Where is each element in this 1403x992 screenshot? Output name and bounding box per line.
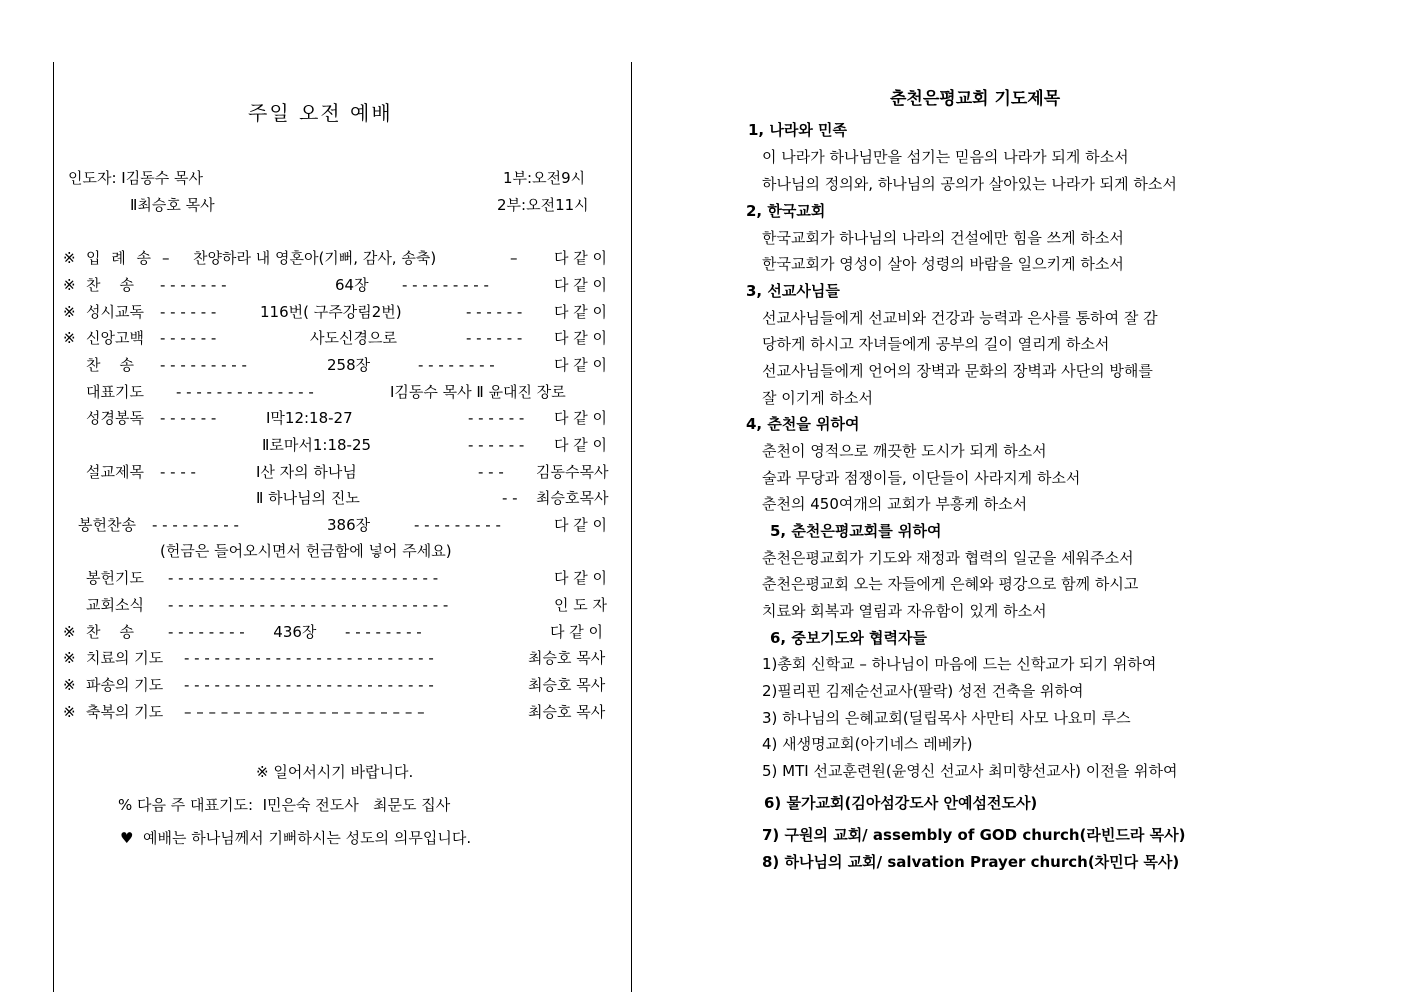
stand-mark: ※ — [63, 329, 76, 347]
order-who: Ⅰ김동수 목사 Ⅱ 윤대진 장로 — [390, 383, 566, 401]
order-dashes: - - - - - - — [160, 409, 217, 427]
order-dashes: - - - - - - — [160, 303, 217, 321]
order-row — [0, 331, 1403, 351]
order-who: 김동수목사 — [536, 463, 609, 481]
order-name: 봉헌기도 — [86, 569, 144, 587]
order-dashes: - - - - - - — [468, 409, 525, 427]
order-item: 64장 — [335, 276, 369, 294]
order-row — [0, 278, 1403, 298]
prayer-line: 3) 하나님의 은혜교회(딜립목사 사만티 사모 나요미 루스 — [762, 709, 1131, 727]
order-row — [0, 465, 1403, 485]
order-who: 인 도 자 — [554, 596, 608, 614]
order-name: 봉헌찬송 — [78, 516, 136, 534]
stand-mark: ※ — [63, 249, 76, 267]
order-row — [0, 625, 1403, 645]
order-name: 파송의 기도 — [86, 676, 164, 694]
prayer-line: 이 나라가 하나님만을 섬기는 믿음의 나라가 되게 하소서 — [762, 148, 1129, 166]
prayer-line: 치료와 회복과 열림과 자유함이 있게 하소서 — [762, 602, 1047, 620]
prayer-line: 4) 새생명교회(아기네스 레베카) — [762, 735, 973, 753]
order-row — [0, 491, 1403, 511]
order-name: 대표기도 — [86, 383, 144, 401]
order-who: 다 같 이 — [554, 303, 608, 321]
order-item: Ⅰ막12:18-27 — [266, 409, 353, 427]
order-dashes: - - - - - - - — [160, 276, 227, 294]
order-dashes: - - - - - - — [468, 436, 525, 454]
order-row — [0, 651, 1403, 671]
order-row — [0, 251, 1403, 271]
order-item: 386장 — [327, 516, 371, 534]
order-row — [0, 411, 1403, 431]
section-heading: 3, 선교사님들 — [746, 282, 840, 300]
order-dashes: - - - - - - - - - - - - - - - - - - - - - - - - - - - - — [168, 596, 449, 614]
order-dashes: - - - - - - — [160, 329, 217, 347]
order-dashes: - - - - - - — [466, 329, 523, 347]
order-row — [0, 358, 1403, 378]
order-row — [0, 598, 1403, 618]
prayer-line: 잘 이기게 하소서 — [762, 389, 873, 407]
order-who: 다 같 이 — [554, 436, 608, 454]
prayer-line: 선교사님들에게 선교비와 건강과 능력과 은사를 통하여 잘 감 — [762, 309, 1158, 327]
stand-mark: ※ — [63, 649, 76, 667]
order-item: 찬양하라 내 영혼아(기뻐, 감사, 송축) — [193, 249, 437, 267]
order-dashes: - - - - — [160, 463, 196, 481]
order-dashes: - - - - - - — [466, 303, 523, 321]
partner-line: 8) 하나님의 교회/ salvation Prayer church(차민다 목사) — [762, 853, 1180, 871]
leader-2: Ⅱ최승호 목사 — [130, 196, 215, 214]
prayer-line: 술과 무당과 점쟁이들, 이단들이 사라지게 하소서 — [762, 469, 1081, 487]
order-dashes: - - - - - - - - — [418, 356, 495, 374]
order-name: 설교제목 — [86, 463, 144, 481]
order-row — [0, 705, 1403, 725]
order-who: 최승호 목사 — [528, 703, 606, 721]
order-who: 다 같 이 — [554, 329, 608, 347]
order-dashes: - - - - - - - - - — [152, 516, 239, 534]
next-week-prayer: % 다음 주 대표기도: Ⅰ민은숙 전도사 최문도 집사 — [118, 796, 451, 814]
stand-mark: ※ — [63, 623, 76, 641]
order-dashes: - - - - - - - - - - - - - - — [176, 383, 314, 401]
order-who: 다 같 이 — [554, 356, 608, 374]
order-name: 축복의 기도 — [86, 703, 164, 721]
order-who: 다 같 이 — [554, 276, 608, 294]
worship-title: 주일 오전 예배 — [248, 101, 393, 125]
order-dashes: – — [510, 249, 518, 267]
order-item: Ⅱ로마서1:18-25 — [262, 436, 372, 454]
order-name: 찬 송 — [86, 276, 135, 294]
order-row — [0, 438, 1403, 458]
stand-note: ※ 일어서시기 바랍니다. — [256, 763, 414, 781]
order-who: 다 같 이 — [554, 569, 608, 587]
order-dashes: – — [162, 249, 170, 267]
order-dashes: - - - - - - - - 436장 - - - - - - - - — [168, 623, 422, 641]
prayer-line: 당하게 하시고 자녀들에게 공부의 길이 열리게 하소서 — [762, 335, 1110, 353]
service-time-1: 1부:오전9시 — [503, 169, 586, 187]
prayer-line: 춘천의 450여개의 교회가 부흥케 하소서 — [762, 495, 1028, 513]
order-row — [0, 518, 1403, 538]
order-dashes: - - - - - - - - - - - - - - - - - - - - - - - - - — [184, 676, 434, 694]
order-name: 입 례 송 — [86, 249, 155, 267]
prayer-line: 1)총회 신학교 – 하나님이 마음에 드는 신학교가 되기 위하여 — [762, 655, 1157, 673]
order-who: 다 같 이 — [554, 249, 608, 267]
offering-note: (헌금은 들어오시면서 헌금함에 넣어 주세요) — [160, 542, 452, 560]
order-who: 최승호 목사 — [528, 649, 606, 667]
order-who: 다 같 이 — [550, 623, 604, 641]
order-name: 찬 송 — [86, 623, 135, 641]
stand-mark: ※ — [63, 276, 76, 294]
section-heading: 4, 춘천을 위하여 — [746, 415, 860, 433]
order-row — [0, 571, 1403, 591]
service-time-2: 2부:오전11시 — [497, 196, 589, 214]
stand-mark: ※ — [63, 303, 76, 321]
order-who: 다 같 이 — [554, 409, 608, 427]
prayer-line: 5) MTI 선교훈련원(윤영신 선교사 최미향선교사) 이전을 위하여 — [762, 762, 1178, 780]
order-item: 258장 — [327, 356, 371, 374]
order-dashes: - - - - - - - - - - - - - - - - - - - - - - - - - - - — [168, 569, 439, 587]
stand-mark: ※ — [63, 676, 76, 694]
order-name: 신앙고백 — [86, 329, 144, 347]
prayer-line: 한국교회가 영성이 살아 성령의 바람을 일으키게 하소서 — [762, 255, 1124, 273]
order-dashes: – – – – – – – – – – – – – – – – – – – – — [184, 703, 425, 721]
section-heading: 6, 중보기도와 협력자들 — [770, 629, 927, 647]
order-name: 치료의 기도 — [86, 649, 164, 667]
order-name: 성시교독 — [86, 303, 144, 321]
order-row — [0, 385, 1403, 405]
prayer-line: 춘천이 영적으로 깨끗한 도시가 되게 하소서 — [762, 442, 1047, 460]
prayer-line: 춘천은평교회가 기도와 재정과 협력의 일군을 세워주소서 — [762, 549, 1134, 567]
order-dashes: - - - - - - - - - — [402, 276, 489, 294]
partner-line: 6) 물가교회(김아섬강도사 안예섬전도사) — [764, 794, 1038, 812]
prayer-line: 선교사님들에게 언어의 장벽과 문화의 장벽과 사단의 방해를 — [762, 362, 1153, 380]
order-name: 성경봉독 — [86, 409, 144, 427]
order-row — [0, 305, 1403, 325]
order-dashes: - - - - - - - - - - - - - - - - - - - - - - - - - — [184, 649, 434, 667]
order-who: 최승호목사 — [536, 489, 609, 507]
section-heading: 1, 나라와 민족 — [748, 121, 848, 139]
prayer-line: 춘천은평교회 오는 자들에게 은혜와 평강으로 함께 하시고 — [762, 575, 1139, 593]
order-item: 116번( 구주강림2번) — [260, 303, 402, 321]
prayer-line: 한국교회가 하나님의 나라의 건설에만 힘을 쓰게 하소서 — [762, 229, 1124, 247]
order-dashes: - - — [502, 489, 518, 507]
order-dashes: - - - - - - - - - — [414, 516, 501, 534]
stand-mark: ※ — [63, 703, 76, 721]
order-who: 최승호 목사 — [528, 676, 606, 694]
order-dashes: - - - - - - - - - — [160, 356, 247, 374]
closing-note: ♥ 예배는 하나님께서 기뻐하시는 성도의 의무입니다. — [120, 829, 472, 847]
prayer-title: 춘천은평교회 기도제목 — [890, 89, 1061, 109]
order-dashes: - - - — [478, 463, 504, 481]
prayer-line: 2)필리핀 김제순선교사(팔락) 성전 건축을 위하여 — [762, 682, 1084, 700]
order-who: 다 같 이 — [554, 516, 608, 534]
order-name: 찬 송 — [86, 356, 135, 374]
order-item: 사도신경으로 — [310, 329, 397, 347]
order-name: 교회소식 — [86, 596, 144, 614]
leader-1: 인도자: Ⅰ김동수 목사 — [68, 169, 203, 187]
partner-line: 7) 구원의 교회/ assembly of GOD church(라빈드라 목사) — [762, 826, 1186, 844]
section-heading: 5, 춘천은평교회를 위하여 — [770, 522, 942, 540]
order-row — [0, 678, 1403, 698]
prayer-line: 하나님의 정의와, 하나님의 공의가 살아있는 나라가 되게 하소서 — [762, 175, 1177, 193]
section-heading: 2, 한국교회 — [746, 202, 826, 220]
order-item: Ⅰ산 자의 하나님 — [256, 463, 357, 481]
order-item: Ⅱ 하나님의 진노 — [256, 489, 360, 507]
